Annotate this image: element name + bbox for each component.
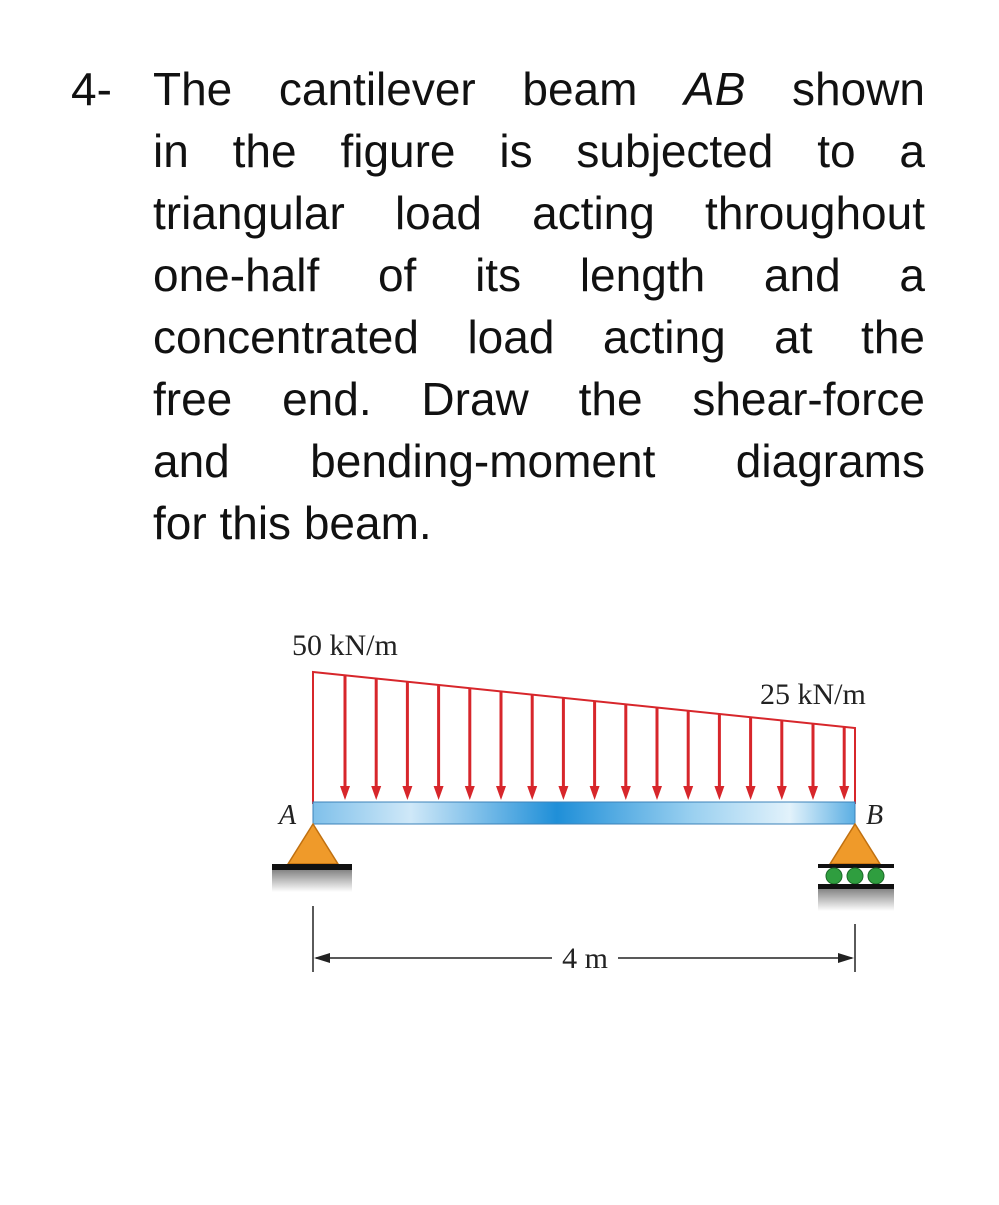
support-label-b: B [866,800,884,831]
support-label-a: A [279,800,297,831]
load-arrow-head [434,786,444,800]
ground-line-a [272,864,352,870]
problem-line-5: concentrated load acting at the [153,311,925,363]
pin-support-a [272,824,352,892]
load-arrow-head [402,786,412,800]
problem-line-2: in the figure is subjected to a [153,125,925,177]
problem-number: 4- [71,63,112,115]
problem-line-1: The cantilever beam AB shown [153,63,926,115]
load-arrow-head [621,786,631,800]
beam-name: AB [684,63,746,115]
load-label-right: 25 kN/m [760,678,866,711]
load-arrow-head [652,786,662,800]
dimension-arrow-left [314,953,330,963]
load-arrow-head [496,786,506,800]
roller-wheel-1 [826,868,842,884]
beam [313,802,855,824]
load-arrow-head [714,786,724,800]
problem-line-3: triangular load acting throughout [153,187,925,239]
load-label-left: 50 kN/m [292,629,398,662]
load-arrow-head [590,786,600,800]
roller-wheel-3 [868,868,884,884]
ground-hatch-b [818,889,894,911]
span-label: 4 m [562,942,608,975]
roller-support-b [818,824,894,911]
load-arrow-head [527,786,537,800]
problem-line-7: and bending-moment diagrams [153,435,925,487]
load-arrow-head [558,786,568,800]
load-arrow-head [371,786,381,800]
ground-line-b [818,884,894,889]
load-arrow-head [340,786,350,800]
roller-wheel-2 [847,868,863,884]
load-arrow-head [683,786,693,800]
ground-hatch-a [272,870,352,892]
load-arrow-head [465,786,475,800]
span-dimension [313,906,855,975]
dimension-arrow-right [838,953,854,963]
problem-line-8: for this beam. [153,497,432,549]
load-arrow-head [839,786,849,800]
problem-line-4: one-half of its length and a [153,249,925,301]
load-arrow-head [777,786,787,800]
load-arrow-head [746,786,756,800]
roller-plate [818,864,894,868]
load-arrow-head [808,786,818,800]
problem-line-6: free end. Draw the shear-force [153,373,925,425]
